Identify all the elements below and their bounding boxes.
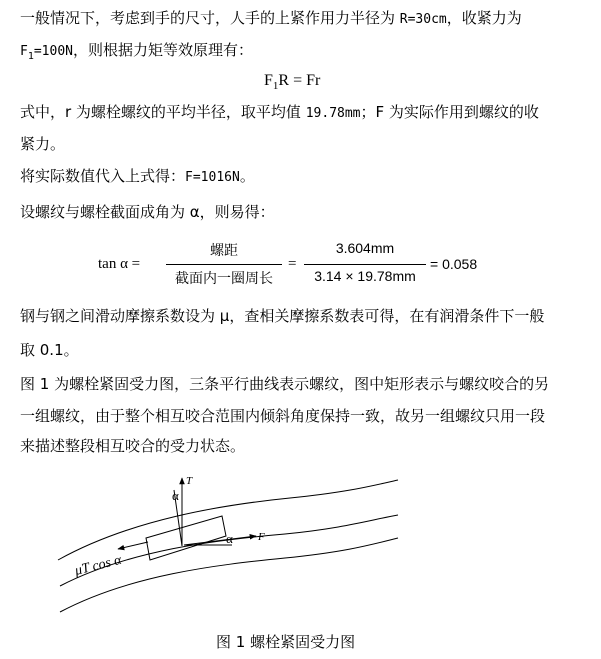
radius-value: R=30cm xyxy=(399,12,447,27)
eq2-result: = 0.058 xyxy=(430,256,478,272)
para4: 设螺纹与螺栓截面成角为 α，则易得： xyxy=(20,203,275,221)
para1-line2: $F_1=100N$，则根据力矩等效原理有： xyxy=(20,41,254,62)
eq2-lhs: tan α = xyxy=(98,256,141,272)
thread-curve-top xyxy=(58,480,398,560)
force-value: =100N xyxy=(33,44,73,59)
para5-line1: 钢与钢之间滑动摩擦系数设为 μ，查相关摩擦系数表可得，在有润滑条件下一般 xyxy=(20,307,545,325)
label-F: F xyxy=(258,531,265,543)
thread-curve-bottom xyxy=(60,538,398,612)
para6-line1: 图 1 为螺栓紧固受力图，三条平行曲线表示螺纹，图中矩形表示与螺纹咬合的另 xyxy=(20,375,550,393)
thread-curve-middle xyxy=(60,515,398,586)
arrow-friction xyxy=(118,542,148,549)
para6-line3: 来描述整段相互咬合的受力状态。 xyxy=(20,437,246,455)
para1-line1: 一般情况下，考虑到手的尺寸，人手的上紧作用力半径为 R=30cm，收紧力为 xyxy=(20,9,522,27)
eq2-numerator-2: 3.604mm xyxy=(335,240,395,256)
label-alpha-top: α xyxy=(172,488,179,503)
equation-torque: $F_1R = Fr$ xyxy=(264,72,321,93)
eq2-numerator-1: 螺距 xyxy=(210,243,238,259)
eq2-denominator-1: 截面内一圈周长 xyxy=(175,271,273,287)
label-T: T xyxy=(186,475,193,487)
figure-caption: 图 1 螺栓紧固受力图 xyxy=(216,633,356,651)
mating-thread-rectangle xyxy=(146,516,226,560)
para6-line2: 一组螺纹，由于整个相互咬合范围内倾斜角度保持一致，故另一组螺纹只用一段 xyxy=(20,407,546,425)
para2-line1: 式中，r 为螺栓螺纹的平均半径，取平均值 19.78mm；F 为实际作用到螺纹的收 xyxy=(20,103,539,121)
label-alpha-mid: α xyxy=(226,531,233,546)
para5-line2: 取 0.1。 xyxy=(20,341,79,359)
eq2-equals: = xyxy=(288,256,297,272)
arrow-F xyxy=(184,536,256,545)
label-friction: μT cos α xyxy=(73,552,124,579)
eq2-denominator-2: 3.14 × 19.78mm xyxy=(314,268,416,284)
para2-line2: 紧力。 xyxy=(20,135,66,153)
para3: 将实际数值代入上式得：F=1016N。 xyxy=(20,167,255,185)
